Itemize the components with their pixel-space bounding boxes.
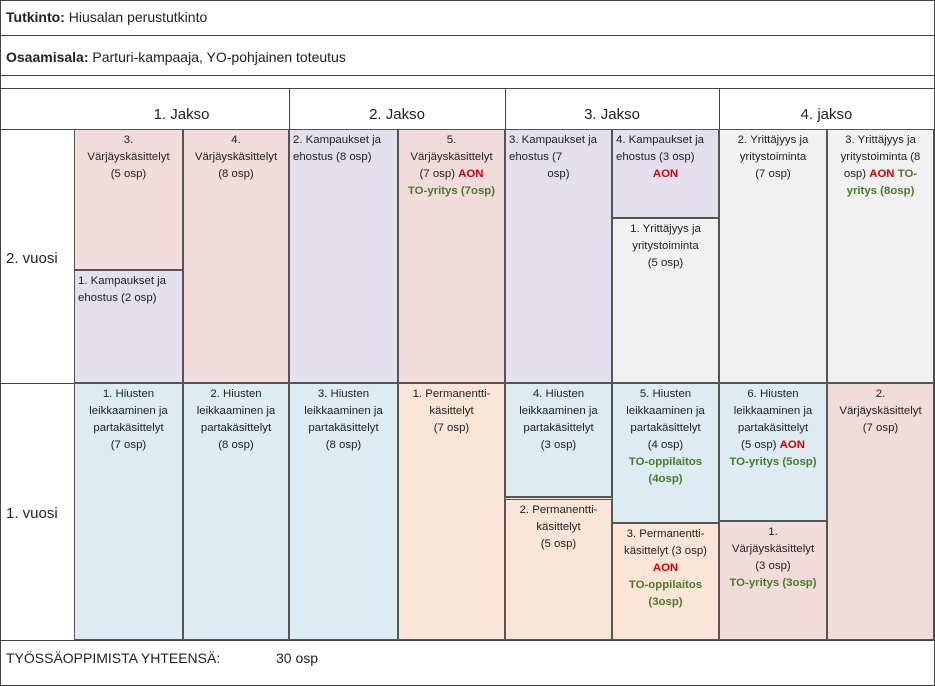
footer-label: TYÖSSÄOPPIMISTA YHTEENSÄ:: [6, 650, 221, 666]
period-1-heading: 1. Jakso: [153, 106, 210, 123]
course-cell: 2. Hiusten leikkaaminen ja partakäsittelyt (8 osp): [183, 383, 289, 640]
to-badge: yritys (8osp): [846, 185, 915, 197]
course-cell: 2. Permanentti- käsittelyt (5 osp): [505, 497, 612, 640]
course-cell: 3. Kampaukset ja ehostus (7 osp): [505, 129, 612, 383]
course-cell: 1. Yrittäjyys ja yritystoiminta (5 osp): [612, 218, 719, 383]
osaamisala-value: Parturi-kampaaja, YO-pohjainen toteutus: [92, 49, 346, 65]
to-badge: TO-yritys (7osp): [407, 185, 496, 197]
period-2-heading: 2. Jakso: [369, 106, 425, 123]
aon-badge: AON: [652, 562, 679, 574]
footer-value: 30 osp: [276, 650, 319, 666]
year-2-label: 2. vuosi: [6, 250, 58, 267]
aon-badge: AON: [869, 168, 895, 180]
course-cell: 5. Värjäyskäsittelyt (7 osp) AON TO-yritys (7osp): [398, 129, 505, 383]
to-badge: TO-oppilaitos: [628, 456, 703, 468]
osaamisala-line: [6, 49, 346, 65]
course-cell: 3. Permanentti- käsittelyt (3 osp) AON TO-oppilaitos (3osp): [612, 523, 719, 640]
course-cell: 2. Yrittäjyys ja yritystoiminta (7 osp): [719, 129, 827, 383]
tutkinto-line: [6, 9, 207, 25]
tutkinto-value: Hiusalan perustutkinto: [68, 9, 208, 25]
course-cell: 6. Hiusten leikkaaminen ja partakäsittelyt (5 osp) AON TO-yritys (5osp): [719, 383, 827, 521]
to-badge: TO-yritys (5osp): [729, 456, 817, 468]
course-cell: 2. Kampaukset ja ehostus (8 osp): [289, 129, 398, 383]
course-cell: 3. Yrittäjyys ja yritystoiminta (8 osp) AON TO- yritys (8osp): [827, 129, 934, 383]
course-cell: 1. Värjäyskäsittelyt (3 osp) TO-yritys (3osp): [719, 521, 827, 640]
course-cell: 4. Kampaukset ja ehostus (3 osp) AON: [612, 129, 719, 218]
course-cell: 1. Kampaukset ja ehostus (2 osp): [74, 270, 183, 383]
course-cell: 1. Permanentti- käsittelyt (7 osp): [398, 383, 505, 640]
period-4-heading: 4. jakso: [800, 106, 853, 123]
course-cell: 1. Hiusten leikkaaminen ja partakäsittelyt (7 osp): [74, 383, 183, 640]
course-cell: 3. Värjäyskäsittelyt (5 osp): [74, 129, 183, 270]
course-cell: 2. Värjäyskäsittelyt (7 osp): [827, 383, 934, 640]
year-1-label: 1. vuosi: [6, 505, 58, 522]
osaamisala-label: Osaamisala:: [6, 49, 89, 65]
course-cell: 4. Värjäyskäsittelyt (8 osp): [183, 129, 289, 383]
aon-badge: AON: [652, 168, 679, 180]
footer-total: [6, 650, 319, 666]
course-cell: 5. Hiusten leikkaaminen ja partakäsittelyt (4 osp) TO-oppilaitos (4osp): [612, 383, 719, 523]
course-cell: 3. Hiusten leikkaaminen ja partakäsittelyt (8 osp): [289, 383, 398, 640]
period-3-heading: 3. Jakso: [584, 106, 640, 123]
to-badge: TO-oppilaitos: [628, 579, 703, 591]
course-cell: 4. Hiusten leikkaaminen ja partakäsittelyt (3 osp): [505, 383, 612, 497]
aon-badge: AON: [458, 168, 484, 180]
to-badge: TO-yritys (3osp): [729, 577, 817, 589]
tutkinto-label: Tutkinto:: [6, 9, 65, 25]
aon-badge: AON: [779, 439, 805, 451]
